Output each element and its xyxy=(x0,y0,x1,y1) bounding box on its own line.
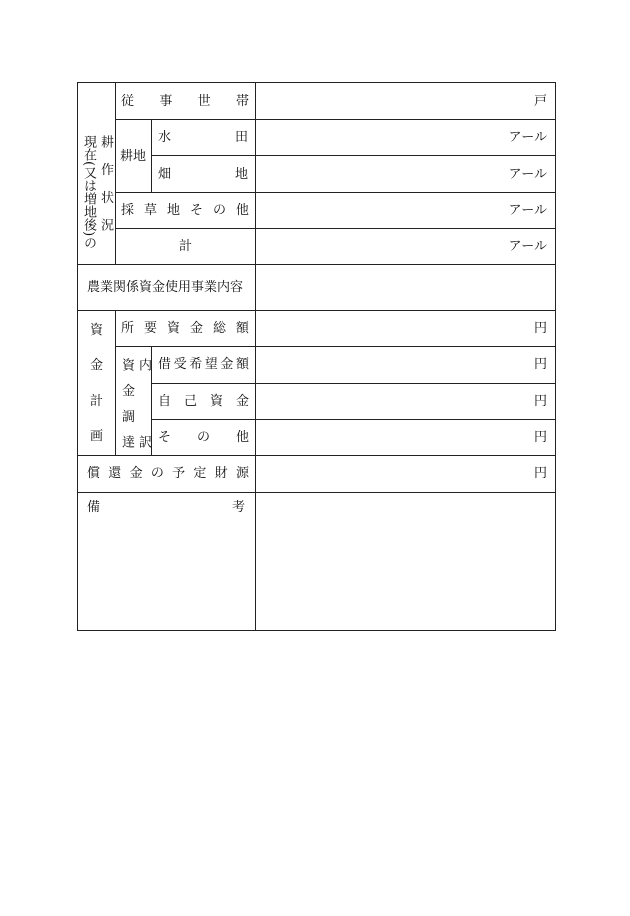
column-divider xyxy=(151,119,152,192)
row-divider xyxy=(78,455,555,456)
row-divider xyxy=(151,383,555,384)
farmland-total-unit: アール xyxy=(508,239,547,254)
label-char: 資 xyxy=(166,321,180,336)
funding-section-char: 資 xyxy=(89,323,103,338)
label-char: 草 xyxy=(143,203,157,218)
row-divider xyxy=(115,228,555,229)
breakdown-label-right: 内訳 xyxy=(136,358,151,448)
label-char: 所 xyxy=(121,321,135,336)
other-funds-unit: 円 xyxy=(533,430,547,445)
label-char: 他 xyxy=(235,203,249,218)
label-char: 地 xyxy=(166,203,180,218)
own-funds-unit: 円 xyxy=(533,394,547,409)
label-char: 要 xyxy=(143,321,157,336)
label-char: の xyxy=(212,203,226,218)
label-char: の xyxy=(196,430,210,445)
funding-section-char: 画 xyxy=(89,428,103,444)
label-char: 還 xyxy=(108,466,122,481)
households-unit: 戸 xyxy=(533,94,547,109)
row-divider xyxy=(151,155,555,156)
total-required-unit: 円 xyxy=(533,321,547,336)
grazing-unit: アール xyxy=(508,203,547,218)
label-char: 予 xyxy=(172,466,186,481)
farmland-section-label-right: 耕作状況 xyxy=(98,135,113,231)
breakdown-label-left: 資金調達 xyxy=(119,358,134,448)
funding-section-char: 計 xyxy=(89,393,103,409)
farmland-total-label: 計 xyxy=(179,239,193,254)
label-char: 借 xyxy=(158,357,172,372)
households-label xyxy=(121,95,249,108)
label-char: 受 xyxy=(173,357,187,372)
label-char: 金 xyxy=(235,394,249,409)
label-char: 畑 xyxy=(158,167,172,182)
label-char: 資 xyxy=(209,394,223,409)
farmland-section-label-left: 現在(又は増地後)の xyxy=(81,135,96,250)
label-char: 希 xyxy=(189,357,203,372)
label-char: 金 xyxy=(189,321,203,336)
label-char: 備 xyxy=(87,500,101,515)
label-char: 己 xyxy=(183,394,197,409)
row-divider xyxy=(78,264,555,265)
repayment-unit: 円 xyxy=(533,466,547,481)
total-required-label xyxy=(121,322,249,335)
label-char: 採 xyxy=(121,203,135,218)
row-divider xyxy=(78,492,555,493)
repayment-label xyxy=(87,467,249,480)
label-char: 他 xyxy=(235,430,249,445)
label-char: 自 xyxy=(158,394,172,409)
paddy-label xyxy=(158,131,248,144)
label-char: 額 xyxy=(235,321,249,336)
field-label xyxy=(158,168,248,181)
remarks-label xyxy=(87,501,245,514)
field-unit: アール xyxy=(508,167,547,182)
label-char: 財 xyxy=(214,466,228,481)
column-divider xyxy=(255,83,256,631)
label-char: そ xyxy=(158,430,172,445)
label-char: 田 xyxy=(234,130,248,145)
label-char: 世 xyxy=(197,94,211,109)
label-char: 望 xyxy=(204,357,218,372)
paddy-unit: アール xyxy=(508,130,547,145)
own-funds-label xyxy=(158,395,249,408)
application-form-table xyxy=(77,82,556,631)
label-char: の xyxy=(150,466,164,481)
funding-section-label xyxy=(78,324,115,443)
row-divider xyxy=(115,119,555,120)
column-divider xyxy=(115,310,116,455)
row-divider xyxy=(115,192,555,193)
label-char: 金 xyxy=(220,357,234,372)
label-char: 定 xyxy=(193,466,207,481)
label-char: 考 xyxy=(231,500,245,515)
other-funds-label xyxy=(158,431,249,444)
loan-label xyxy=(158,358,249,371)
grazing-label xyxy=(121,204,249,217)
funding-section-char: 金 xyxy=(89,358,103,374)
label-char: 総 xyxy=(212,321,226,336)
label-char: 源 xyxy=(235,466,249,481)
column-divider xyxy=(115,83,116,264)
label-char: そ xyxy=(189,203,203,218)
label-char: 償 xyxy=(87,466,101,481)
row-divider xyxy=(115,346,555,347)
label-char: 金 xyxy=(129,466,143,481)
label-char: 従 xyxy=(121,94,135,109)
label-char: 額 xyxy=(235,357,249,372)
farmland-group-label: 耕地 xyxy=(120,149,147,164)
label-char: 地 xyxy=(234,167,248,182)
row-divider xyxy=(78,310,555,311)
label-char: 事 xyxy=(159,94,173,109)
business-label: 農業関係資金使用事業内容 xyxy=(87,280,244,295)
loan-unit: 円 xyxy=(533,357,547,372)
row-divider xyxy=(151,419,555,420)
label-char: 帯 xyxy=(235,94,249,109)
label-char: 水 xyxy=(158,130,172,145)
